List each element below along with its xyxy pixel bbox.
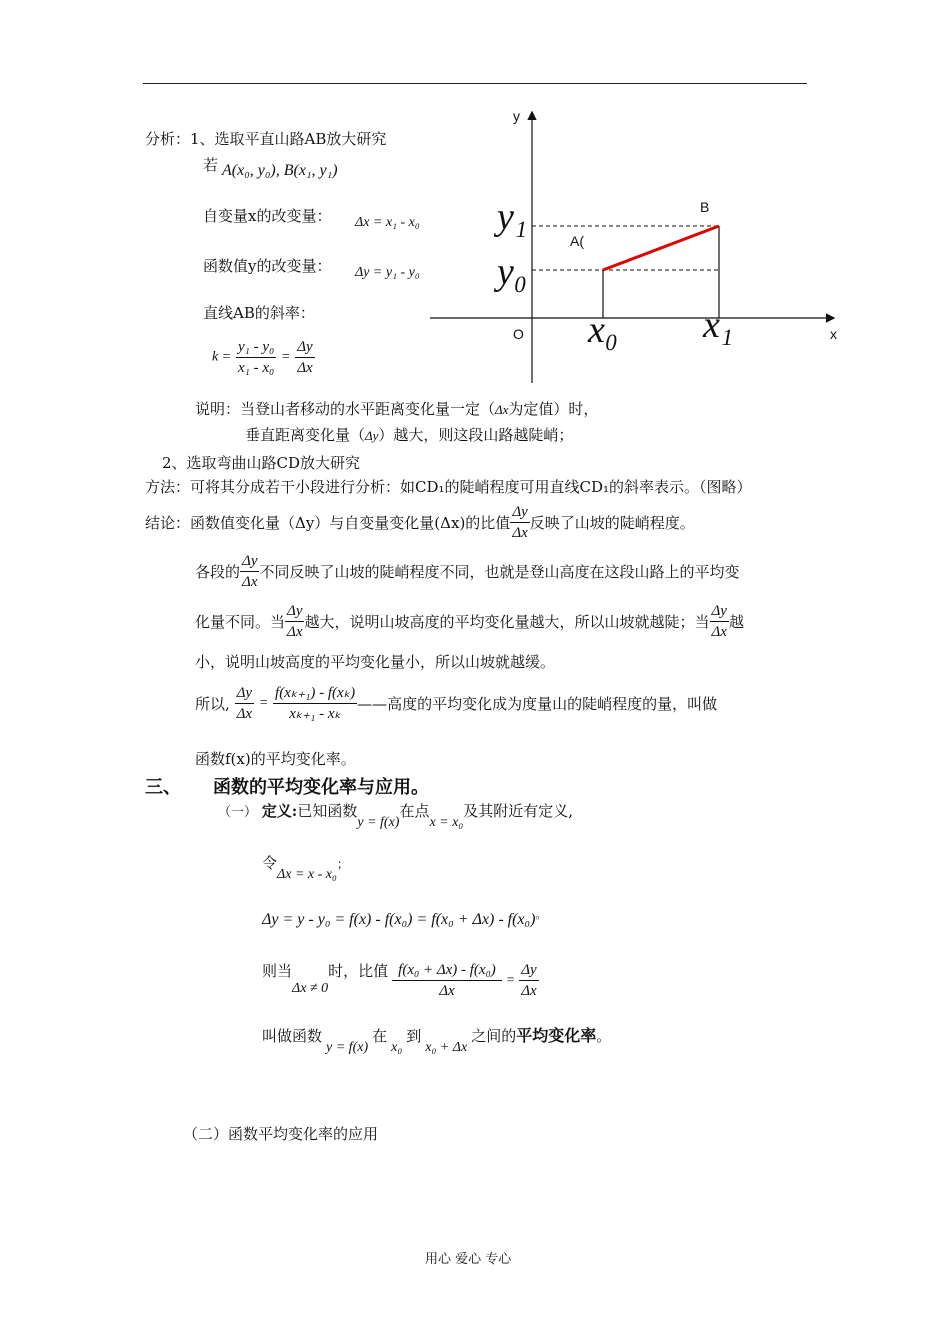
dx-formula: Δx = x₁ - x₀ — [355, 215, 420, 230]
def-label: 定义: — [261, 802, 298, 820]
slope-graph — [425, 105, 845, 385]
para-line4 — [195, 683, 717, 724]
note-b: 为定值）时， — [508, 400, 599, 418]
p4-fraction — [235, 683, 254, 724]
method-line: 方法：可将其分成若干小段进行分析：如CD₁的陡峭程度可用直线CD₁的斜率表示。（图略） — [145, 478, 752, 496]
def-pt: x = x₀ — [429, 815, 464, 830]
slope-eq: = — [280, 349, 291, 365]
call-line — [262, 1023, 612, 1055]
call-end: 。 — [596, 1027, 612, 1045]
analysis-line2: 2、选取弯曲山路CD放大研究 — [162, 454, 361, 472]
note-a: 说明：当登山者移动的水平距离变化量一定（ — [195, 400, 496, 418]
analysis-line1: 分析：1、选取平直山路AB放大研究 — [145, 130, 387, 148]
p2-c: 越 — [728, 613, 744, 631]
call-x1: x₀ + Δx — [425, 1040, 468, 1055]
dy-formula: Δy = y₁ - y₀ — [355, 265, 420, 280]
note2-a: 垂直距离变化量（ — [245, 426, 366, 444]
ratio-fraction-2 — [519, 960, 538, 1001]
ratio-line — [262, 960, 539, 1001]
delta-y-line — [262, 910, 546, 929]
p2-den-2: Δx — [711, 624, 727, 640]
definition-line — [218, 800, 573, 830]
dy-label: 函数值y的改变量： — [203, 257, 332, 275]
x1-label: x₁ — [703, 304, 734, 346]
p1-b: 不同反映了山坡的陡峭程度不同，也就是登山高度在这段山路上的平均变 — [259, 563, 740, 581]
slope-den: x₁ - x₀ — [237, 360, 275, 376]
ratio-den-2: Δx — [521, 983, 537, 999]
slope-num-2: Δy — [295, 337, 314, 358]
call-d: 之间的 — [471, 1027, 517, 1045]
conclusion-line — [145, 502, 695, 543]
then-b: 时，比值 — [328, 962, 389, 980]
concl-a: 结论：函数值变化量（Δy）与自变量变化量(Δx)的比值 — [145, 514, 511, 532]
ratio-eq: = — [505, 972, 516, 988]
call-a: 叫做函数 — [262, 1027, 323, 1045]
let-formula: Δx = x - x₀ — [277, 867, 337, 882]
call-c: 到 — [406, 1027, 422, 1045]
section3-number: 三、 — [145, 777, 181, 798]
def-fx: y = f(x) — [357, 815, 400, 830]
p4-b: ——高度的平均变化成为度量山的陡峭程度的量，叫做 — [357, 695, 718, 713]
p4-eq: = — [258, 695, 269, 711]
p2-num-2: Δy — [710, 601, 729, 622]
para-line3: 小，说明山坡高度的平均变化量小，所以山坡就越缓。 — [195, 653, 556, 671]
slope-k: k = — [212, 349, 232, 365]
origin-label: O — [513, 326, 524, 342]
let-b: ； — [336, 857, 349, 871]
p1-fraction — [240, 551, 259, 592]
p4-num-2: f(xₖ₊₁) - f(xₖ) — [273, 683, 357, 704]
let-a: 令 — [262, 854, 278, 872]
ratio-num-2: Δy — [519, 960, 538, 981]
slope-fraction-2 — [295, 337, 314, 378]
call-x0: x₀ — [391, 1040, 403, 1055]
p4-num: Δy — [235, 683, 254, 704]
para-line1 — [195, 551, 740, 592]
dy-line: Δy = y - y₀ = f(x) - f(x₀) = f(x₀ + Δx) - f(x₀) — [262, 911, 536, 928]
y0-label: y₀ — [497, 251, 528, 293]
def-b: 在点 — [399, 802, 430, 820]
p4-a: 所以, — [195, 695, 230, 713]
p2-num: Δy — [285, 601, 304, 622]
application-heading: （二）函数平均变化率的应用 — [183, 1125, 379, 1143]
dy-end: 。 — [535, 908, 547, 921]
segment-ab — [603, 226, 719, 270]
note2-dy: Δy — [365, 428, 379, 443]
if-label: 若 — [203, 156, 219, 174]
note-line2 — [245, 424, 573, 445]
p2-fraction-2 — [710, 601, 729, 642]
p1-num: Δy — [240, 551, 259, 572]
p4-fraction-2 — [273, 683, 357, 724]
ratio-num: f(x₀ + Δx) - f(x₀) — [392, 960, 502, 981]
call-fx: y = f(x) — [326, 1040, 369, 1055]
point-b-label: B — [700, 199, 710, 215]
concl-num: Δy — [510, 502, 529, 523]
def-num: （一） — [218, 805, 258, 820]
para-line2 — [195, 601, 744, 642]
note-dx: Δx — [495, 402, 509, 417]
p1-a: 各段的 — [195, 563, 241, 581]
slope-formula — [212, 337, 315, 378]
points-ab: A(x₀, y₀), B(x₁, y₁) — [222, 162, 338, 179]
point-a-label: A( — [570, 233, 584, 249]
let-line — [262, 852, 349, 882]
call-term: 平均变化率 — [516, 1026, 597, 1045]
slope-num: y₁ - y₀ — [236, 337, 276, 358]
p2-den: Δx — [287, 624, 303, 640]
then-cond: Δx ≠ 0 — [292, 980, 329, 996]
then-a: 则当 — [262, 962, 293, 980]
y-axis-label: y — [513, 108, 520, 124]
p4-den-2: xₖ₊₁ - xₖ — [289, 706, 341, 722]
header-rule — [143, 83, 807, 84]
p1-den: Δx — [242, 574, 258, 590]
section3-title: 函数的平均变化率与应用。 — [213, 777, 429, 798]
def-c: 及其附近有定义, — [463, 802, 573, 820]
ratio-fraction — [392, 960, 502, 1001]
note-line1 — [195, 398, 598, 419]
footer-text: 用心 爱心 专心 — [425, 1252, 512, 1267]
para-line5: 函数f(x)的平均变化率。 — [195, 750, 356, 768]
slope-label: 直线AB的斜率： — [203, 304, 315, 322]
concl-fraction — [510, 502, 529, 543]
def-a: 已知函数 — [297, 802, 358, 820]
ratio-den: Δx — [439, 983, 455, 999]
p2-a: 化量不同。当 — [195, 613, 286, 631]
p4-den: Δx — [236, 706, 253, 722]
note2-b: ）越大，则这段山路越陡峭； — [378, 426, 574, 444]
slope-den-2: Δx — [297, 360, 313, 376]
p2-b: 越大，说明山坡高度的平均变化量越大，所以山坡就越陡；当 — [304, 613, 710, 631]
x0-label: x₀ — [588, 309, 619, 351]
dx-label: 自变量x的改变量： — [203, 207, 332, 225]
concl-den: Δx — [512, 525, 528, 541]
call-b: 在 — [372, 1027, 388, 1045]
y1-label: y₁ — [497, 196, 528, 238]
concl-b: 反映了山坡的陡峭程度。 — [529, 514, 695, 532]
slope-fraction — [236, 337, 276, 378]
p2-fraction — [285, 601, 304, 642]
x-axis-label: x — [830, 326, 837, 342]
